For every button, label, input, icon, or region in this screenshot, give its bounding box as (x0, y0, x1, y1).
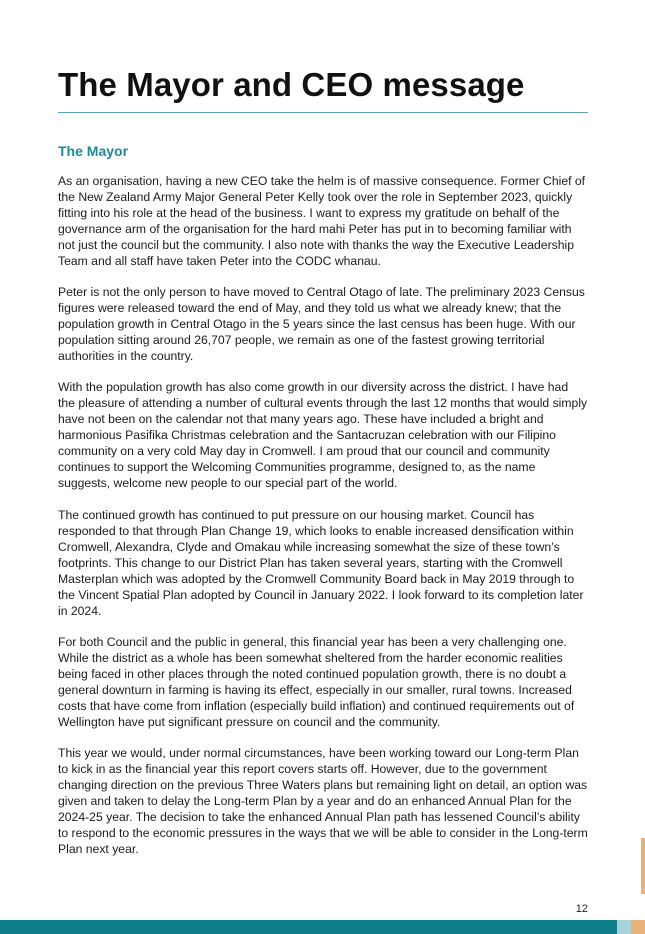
footer-bar-teal-segment (0, 920, 617, 934)
section-heading-the-mayor: The Mayor (58, 143, 129, 159)
paragraph-new-ceo: As an organisation, having a new CEO take the helm is of massive consequence. Former Chief of the New Zealand Army Major General Peter Kelly took over the role in September 2023, quickly fitting into his role at the head of the business. I want to express my gratitude on behalf of the governance arm of the organisation for the hard mahi Peter has put in to becoming familiar with not just the council but the community. I also note with thanks the way the Executive Leadership Team and all staff have taken Peter into the CODC whanau. (58, 174, 586, 268)
footer-color-bar (0, 920, 645, 934)
paragraph-long-term-plan: This year we would, under normal circumstances, have been working toward our Long-term Plan to kick in as the financial year this report covers starts off. However, due to the government changing direction on the previous Three Waters plans but remaining light on detail, an option was given and taken to delay the Long-term Plan by a year and do an enhanced Annual Plan for the 2024-25 year. The decision to take the enhanced Annual Plan path has lessened Council’s ability to respond to the economic pressures in the ways that we will be able to consider in the Long-term Plan next year. (58, 745, 588, 856)
paragraph-diversity: With the population growth has also come growth in our diversity across the district. I have had the pleasure of attending a number of cultural events through the last 12 months that would simply have not been on the calendar not that many years ago. These have included a bright and harmonious Pasifika Christmas celebration and the Santacruzan celebration with our Filipino community on a very cold May day in Cromwell. I am proud that our council and community continues to support the Welcoming Communities programme, designed to, as the name suggests, welcome new people to our special part of the world. (58, 380, 588, 491)
footer-bar-light-segment (617, 920, 631, 934)
page-title: The Mayor and CEO message (58, 66, 525, 103)
side-accent-tab (641, 838, 645, 894)
title-divider (58, 112, 588, 113)
footer-bar-accent-segment (631, 920, 645, 934)
paragraph-population: Peter is not the only person to have moved to Central Otago of late. The preliminary 2023 Census figures were released toward the end of May, and they told us what we already knew; that the population growth in Central Otago in the 5 years since the last census has been huge. With our population sitting around 26,707 people, we remain as one of the fastest growing territorial authorities in the country. (58, 285, 585, 364)
paragraph-financial-year: For both Council and the public in general, this financial year has been a very challenging one. While the district as a whole has been somewhat sheltered from the harder economic realities being faced in other places through the noted continued population growth, there is no doubt a general downturn in farming is having its effect, especially in our smaller, rural towns. Increased costs that have come from inflation (especially build inflation) and continued requirements out of Wellington have put significant pressure on council and the community. (58, 634, 575, 729)
paragraph-housing: The continued growth has continued to put pressure on our housing market. Council has responded to that through Plan Change 19, which looks to enable increased densification within Cromwell, Alexandra, Clyde and Omakau while increasing somewhat the size of these town’s footprints. This change to our District Plan has taken several years, starting with the Cromwell Masterplan which was adopted by the Cromwell Community Board back in May 2019 through to the Vincent Spatial Plan adopted by Council in January 2022. I look forward to its completion later in 2024. (58, 507, 584, 618)
mayor-message-body (58, 173, 588, 872)
page-number: 12 (575, 903, 588, 915)
